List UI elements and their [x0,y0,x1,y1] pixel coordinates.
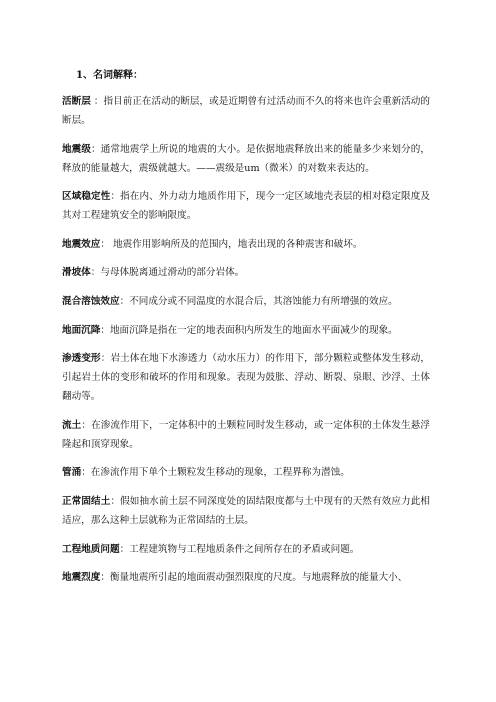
term: 渗透变形 [62,353,101,365]
definition-text: 指目前正在活动的断层，或是近期曾有过活动而不久的将来也许会重新活动的断层。 [62,96,430,126]
separator: ： [110,191,121,203]
definition-entry [62,321,430,340]
definition-text: 在渗流作用下单个土颗粒发生移动的现象，工程界称为潜蚀。 [90,467,350,479]
separator: ： [100,572,110,584]
separator: ： [100,324,110,336]
definition-text: 衡量地震所引起的地面震动强烈限度的尺度。与地震释放的能量大小、 [109,572,408,584]
separator: ： [90,267,101,279]
definition-text: 不同成分或不同温度的水混合后，其溶蚀能力有所增强的效应。 [129,295,398,307]
separator: ： [119,543,130,555]
definition-entry [62,349,430,406]
separator: ： [81,419,92,431]
definition-text: 假如抽水前土层不同深度处的固结限度都与土中现有的天然有效应力此相适应，那么这种土层就称为正常固结的土层。 [62,495,431,526]
term: 管涌 [62,467,82,479]
separator: ： [91,143,101,155]
definition-entry [62,263,430,282]
term: 地震烈度 [62,572,101,584]
definition-entry [62,492,430,530]
term: 工程地质问题 [62,543,120,555]
section-heading: 1、名词解释： [76,70,143,81]
definition-entry [62,568,430,587]
definition-text: 在渗流作用下，一定体积中的土颗粒同时发生移动，或一定体积的土体发生悬浮隆起和顶穿现象。 [62,419,431,450]
definition-text: 指在内、外力动力地质作用下，现今一定区域地壳表层的相对稳定限度及其对工程建筑安全的影响限度。 [62,191,431,222]
definition-entry [62,292,430,311]
separator: ： [81,467,91,479]
definition-list [62,92,430,593]
definition-text: 与母体脱离通过滑动的部分岩体。 [100,267,245,279]
term: 正常固结土 [62,495,111,507]
definition-text: 通常地震学上所说的地震的大小。是依据地震释放出来的能量多少来划分的，释放的能量越大，震级就越大。——震级是um（微米）的对数来表达的。 [62,143,431,174]
definition-entry [62,463,430,482]
separator: ： [100,238,110,250]
definition-entry [62,140,430,178]
term: 活断层 [62,96,91,107]
term: 混合溶蚀效应 [62,295,120,307]
term: 滑坡体 [62,267,91,279]
term: 区域稳定性 [62,191,111,203]
definition-entry [62,416,430,454]
definition-text: 地面沉降是指在一定的地表面积内所发生的地面水平面减少的现象。 [109,324,398,336]
definition-text: 地震作用影响所及的范围内，地表出现的各种震害和破坏。 [109,238,363,250]
separator: ： [100,353,111,365]
separator: ： [110,495,121,507]
term: 流土 [62,419,82,431]
term: 地面沉降 [62,324,101,336]
term: 地震级 [62,143,92,155]
definition-entry [62,235,430,254]
definition-text: 岩土体在地下水渗透力（动水压力）的作用下，部分颗粒或整体发生移动，引起岩土体的变形和破坏的作用和现象。表现为鼓胀、浮动、断裂、泉眼、沙浮、土体翻动等。 [62,353,431,403]
definition-entry [62,187,430,225]
term: 地震效应 [62,238,101,250]
definition-entry [62,92,430,130]
definition-entry [62,540,430,559]
separator: ： [119,295,130,307]
definition-text: 工程建筑物与工程地质条件之间所存在的矛盾或问题。 [129,543,360,555]
separator: ： [90,96,104,107]
